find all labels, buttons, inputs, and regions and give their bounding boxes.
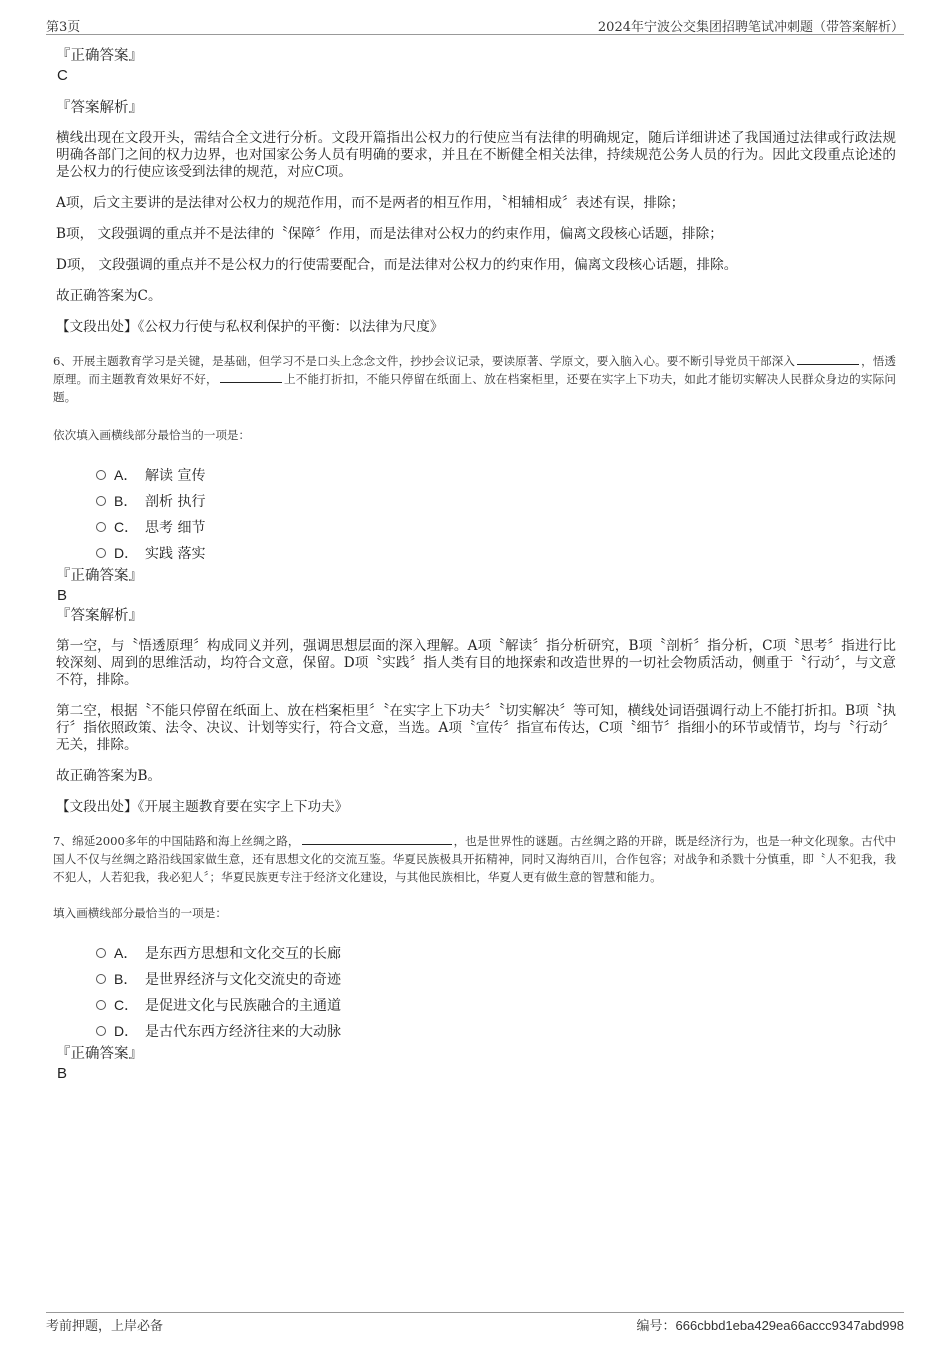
q6-stem-part3: 上不能打折扣，不能只停留在纸面上、放在档案柜里，还要在实字上下功夫，如此才能切实解决人民群众身边的实际问题。: [53, 372, 896, 404]
radio-icon[interactable]: [96, 522, 106, 532]
document-body: [53, 46, 896, 1084]
footer-code: [637, 1315, 904, 1334]
q6-stem-part1: 6、开展主题教育学习是关键，是基础，但学习不是口头上念念文件，抄抄会议记录，要读原著、学原文，要入脑入心。要不断引导党员干部深入: [53, 354, 795, 368]
radio-icon[interactable]: [96, 496, 106, 506]
radio-icon[interactable]: [96, 948, 106, 958]
q7-stem: [53, 832, 896, 886]
q6-option-a[interactable]: A． 解读 宣传: [56, 462, 896, 488]
answer-label: 『正确答案』: [56, 568, 143, 584]
page-number: 第3页: [46, 20, 81, 35]
q6-options: [56, 462, 896, 566]
q7-answer: B: [57, 1065, 68, 1082]
q6-stem-part2: ，悟透原理。而主题教育效果好不好，: [53, 354, 896, 386]
radio-icon[interactable]: [96, 548, 106, 558]
q6-answer: B: [57, 587, 68, 604]
q5-analysis-p2: A项，后文主要讲的是法律对公权力的规范作用，而不是两者的相互作用，〝相辅相成〞表述有误，排除；: [56, 195, 685, 211]
q7-prompt: 填入画横线部分最恰当的一项是：: [53, 906, 227, 920]
q7-option-b[interactable]: B． 是世界经济与文化交流史的奇迹: [56, 966, 896, 992]
q6-analysis-p3: 故正确答案为B。: [56, 768, 162, 784]
q6-analysis-p1: 第一空，与〝悟透原理〞构成同义并列，强调思想层面的深入理解。A项〝解读〞指分析研究，B项〝剖析〞指分析，C项〝思考〞指进行比较深刻、周到的思维活动，均符合文意，保留。D项〝实践〞指人类有目的地探索和改造世界的一切社会物质活动，侧重于〝行动〞，与文意不符，排除。: [56, 638, 896, 688]
q7-stem-part2: ，也是世界性的谜题。古丝绸之路的开辟，既是经济行为，也是一种文化现象。古代中国人不仅与丝绸之路沿线国家做生意，还有思想文化的交流互鉴。华夏民族极具开拓精神，同时又海纳百川，合作包容；对战争和杀戮十分慎重，即〝人不犯我，我不犯人，人若犯我，我必犯人〞；华夏民族更专注于经济文化建设，与其他民族相比，华夏人更有做生意的智慧和能力。: [53, 834, 896, 884]
q5-source: 【文段出处】《公权力行使与私权利保护的平衡：以法律为尺度》: [56, 319, 444, 335]
q5-analysis-p3: B项， 文段强调的重点并不是法律的〝保障〞作用，而是法律对公权力的约束作用，偏离文段核心话题，排除；: [56, 226, 723, 242]
q7-options: [56, 940, 896, 1044]
q5-analysis-p5: 故正确答案为C。: [56, 288, 162, 304]
q7-blank: [302, 832, 452, 845]
q6-blank-1: [797, 352, 859, 365]
q6-analysis-p2: 第二空，根据〝不能只停留在纸面上、放在档案柜里〞〝在实字上下功夫〞〝切实解决〞等可知，横线处词语强调行动上不能打折扣。B项〝执行〞指依照政策、法令、决议、计划等实行，符合文意，当选。A项〝宣传〞指宣布传达，C项〝细节〞指细小的环节或情节，均与〝行动〞无关，排除。: [56, 703, 896, 753]
radio-icon[interactable]: [96, 1000, 106, 1010]
footer-code-value: 666cbbd1eba429ea66accc9347abd998: [675, 1318, 904, 1333]
q6-blank-2: [220, 370, 282, 383]
radio-icon[interactable]: [96, 974, 106, 984]
q7-option-c[interactable]: C． 是促进文化与民族融合的主通道: [56, 992, 896, 1018]
analysis-label: 『答案解析』: [56, 608, 143, 624]
q6-prompt: 依次填入画横线部分最恰当的一项是：: [53, 428, 251, 442]
analysis-label: 『答案解析』: [56, 100, 143, 116]
q6-option-b[interactable]: B． 剖析 执行: [56, 488, 896, 514]
footer-slogan: 考前押题，上岸必备: [46, 1319, 164, 1334]
q6-source: 【文段出处】《开展主题教育要在实字上下功夫》: [56, 799, 349, 815]
answer-label: 『正确答案』: [56, 48, 143, 64]
q7-stem-part1: 7、绵延2000多年的中国陆路和海上丝绸之路，: [53, 834, 300, 848]
page-header: [46, 12, 904, 35]
q6-option-d[interactable]: D． 实践 落实: [56, 540, 896, 566]
q5-analysis-p4: D项， 文段强调的重点并不是公权力的行使需要配合，而是法律对公权力的约束作用，偏离文段核心话题，排除。: [56, 257, 738, 273]
q5-analysis-p1: 横线出现在文段开头，需结合全文进行分析。文段开篇指出公权力的行使应当有法律的明确规定，随后详细讲述了我国通过法律或行政法规明确各部门之间的权力边界，也对国家公务人员有明确的要求，并且在不断健全相关法律，持续规范公务人员的行为。因此文段重点论述的是公权力的行使应该受到法律的规范，对应C项。: [56, 130, 896, 180]
q7-option-d[interactable]: D． 是古代东西方经济往来的大动脉: [56, 1018, 896, 1044]
q6-option-c[interactable]: C． 思考 细节: [56, 514, 896, 540]
page-footer: [46, 1312, 904, 1334]
answer-label: 『正确答案』: [56, 1046, 143, 1062]
q7-option-a[interactable]: A． 是东西方思想和文化交互的长廊: [56, 940, 896, 966]
radio-icon[interactable]: [96, 470, 106, 480]
q5-answer: C: [57, 67, 68, 84]
q6-stem: [53, 352, 896, 406]
document-title: 2024年宁波公交集团招聘笔试冲刺题（带答案解析）: [597, 20, 904, 35]
radio-icon[interactable]: [96, 1026, 106, 1036]
footer-code-label: 编号：: [636, 1319, 676, 1334]
